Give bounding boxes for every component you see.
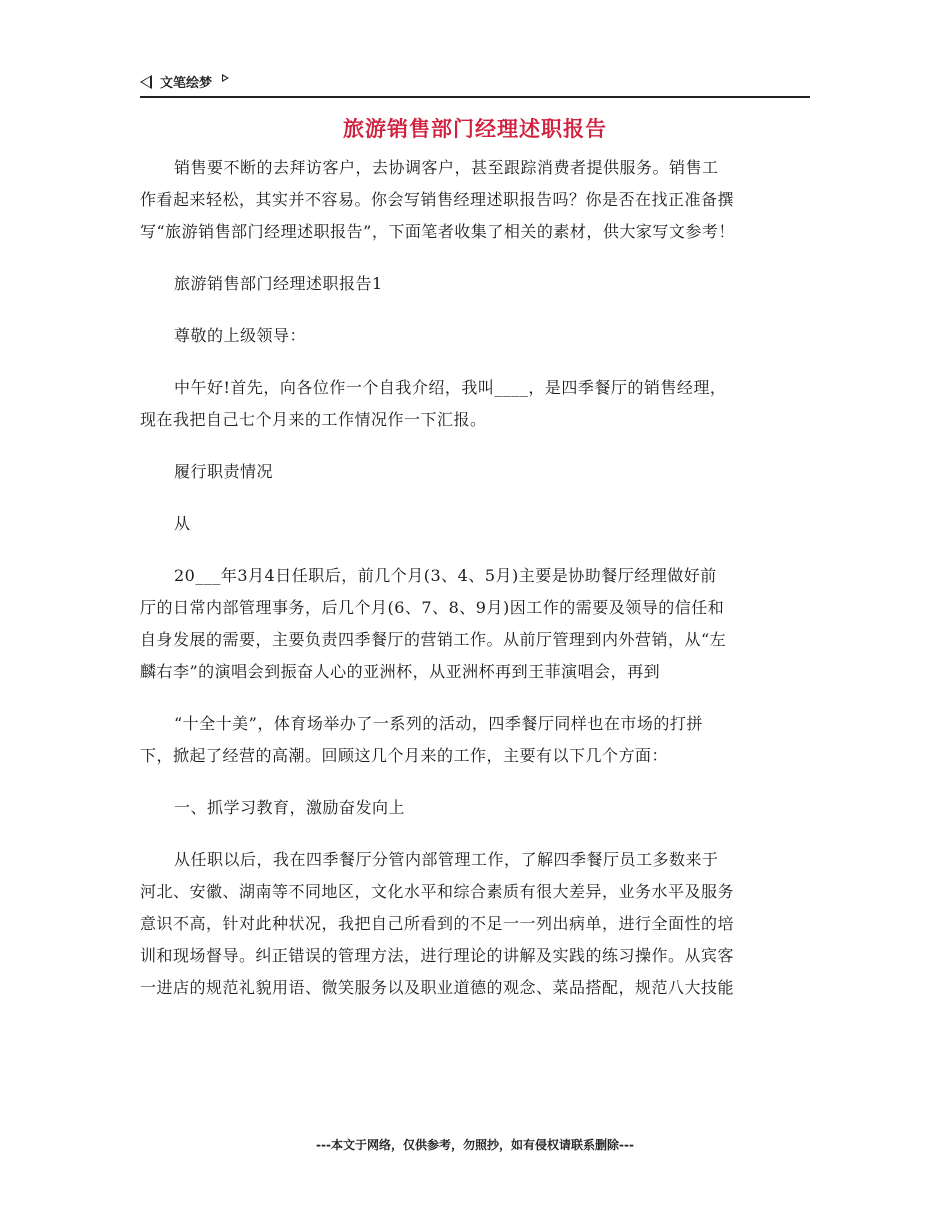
- text-line: 麟右李”的演唱会到振奋人心的亚洲杯，从亚洲杯再到王菲演唱会，再到: [140, 662, 661, 681]
- text-line: 训和现场督导。纠正错误的管理方法，进行理论的讲解及实践的练习操作。从宾客: [140, 946, 735, 965]
- salutation-paragraph: [140, 320, 810, 352]
- left-triangle-icon: [140, 75, 152, 89]
- text-line: 厅的日常内部管理事务，后几个月(6、7、8、9月)因工作的需要及领导的信任和: [140, 598, 725, 617]
- document-body: [140, 152, 810, 1004]
- text-line: 旅游销售部门经理述职报告1: [174, 274, 383, 293]
- text-line: 意识不高，针对此种状况，我把自己所看到的不足一一列出病单，进行全面性的培: [140, 914, 735, 933]
- text-line: 现在我把自己七个月来的工作情况作一下汇报。: [140, 410, 487, 429]
- text-line: 从: [174, 514, 191, 533]
- training-paragraph: [140, 844, 810, 1004]
- text-line: 销售要不断的去拜访客户，去协调客户，甚至跟踪消费者提供服务。销售工: [174, 158, 719, 177]
- text-line: 中午好!首先，向各位作一个自我介绍，我叫____，是四季餐厅的销售经理，: [174, 378, 727, 397]
- subtitle-paragraph: [140, 268, 810, 300]
- text-line: 从任职以后，我在四季餐厅分管内部管理工作，了解四季餐厅员工多数来于: [174, 850, 719, 869]
- document-title: 旅游销售部门经理述职报告: [343, 117, 607, 141]
- text-line: 河北、安徽、湖南等不同地区，文化水平和综合素质有很大差异，业务水平及服务: [140, 882, 735, 901]
- text-line: 20___年3月4日任职后，前几个月(3、4、5月)主要是协助餐厅经理做好前: [174, 566, 717, 585]
- text-line: 履行职责情况: [174, 462, 274, 481]
- page-footer: ---本文于网络，仅供参考，勿照抄，如有侵权请联系删除---: [316, 1138, 634, 1152]
- text-line: 下，掀起了经营的高潮。回顾这几个月来的工作，主要有以下几个方面：: [140, 746, 669, 765]
- brand: [140, 72, 229, 91]
- text-line: 尊敬的上级领导：: [174, 326, 307, 345]
- section-duty-heading: [140, 456, 810, 488]
- greeting-paragraph: [140, 372, 810, 436]
- text-line: 写“旅游销售部门经理述职报告”，下面笔者收集了相关的素材，供大家写文参考！: [140, 222, 735, 241]
- text-line: 自身发展的需要，主要负责四季餐厅的营销工作。从前厅管理到内外营销，从“左: [140, 630, 727, 649]
- from-paragraph: [140, 508, 810, 540]
- text-line: 作看起来轻松，其实并不容易。你会写销售经理述职报告吗？你是否在找正准备撰: [140, 190, 735, 209]
- text-line: 一进店的规范礼貌用语、微笑服务以及职业道德的观念、菜品搭配，规范八大技能: [140, 978, 735, 997]
- work-paragraph: [140, 560, 810, 688]
- brand-name: 文笔绘梦: [160, 76, 213, 91]
- intro-paragraph: [140, 152, 810, 248]
- text-line: “十全十美”，体育场举办了一系列的活动，四季餐厅同样也在市场的打拼: [174, 714, 703, 733]
- text-line: 一、抓学习教育，激励奋发向上: [174, 798, 406, 817]
- section-one-heading: [140, 792, 810, 824]
- page-header: [140, 70, 810, 98]
- right-triangle-icon: [222, 74, 229, 82]
- events-paragraph: [140, 708, 810, 772]
